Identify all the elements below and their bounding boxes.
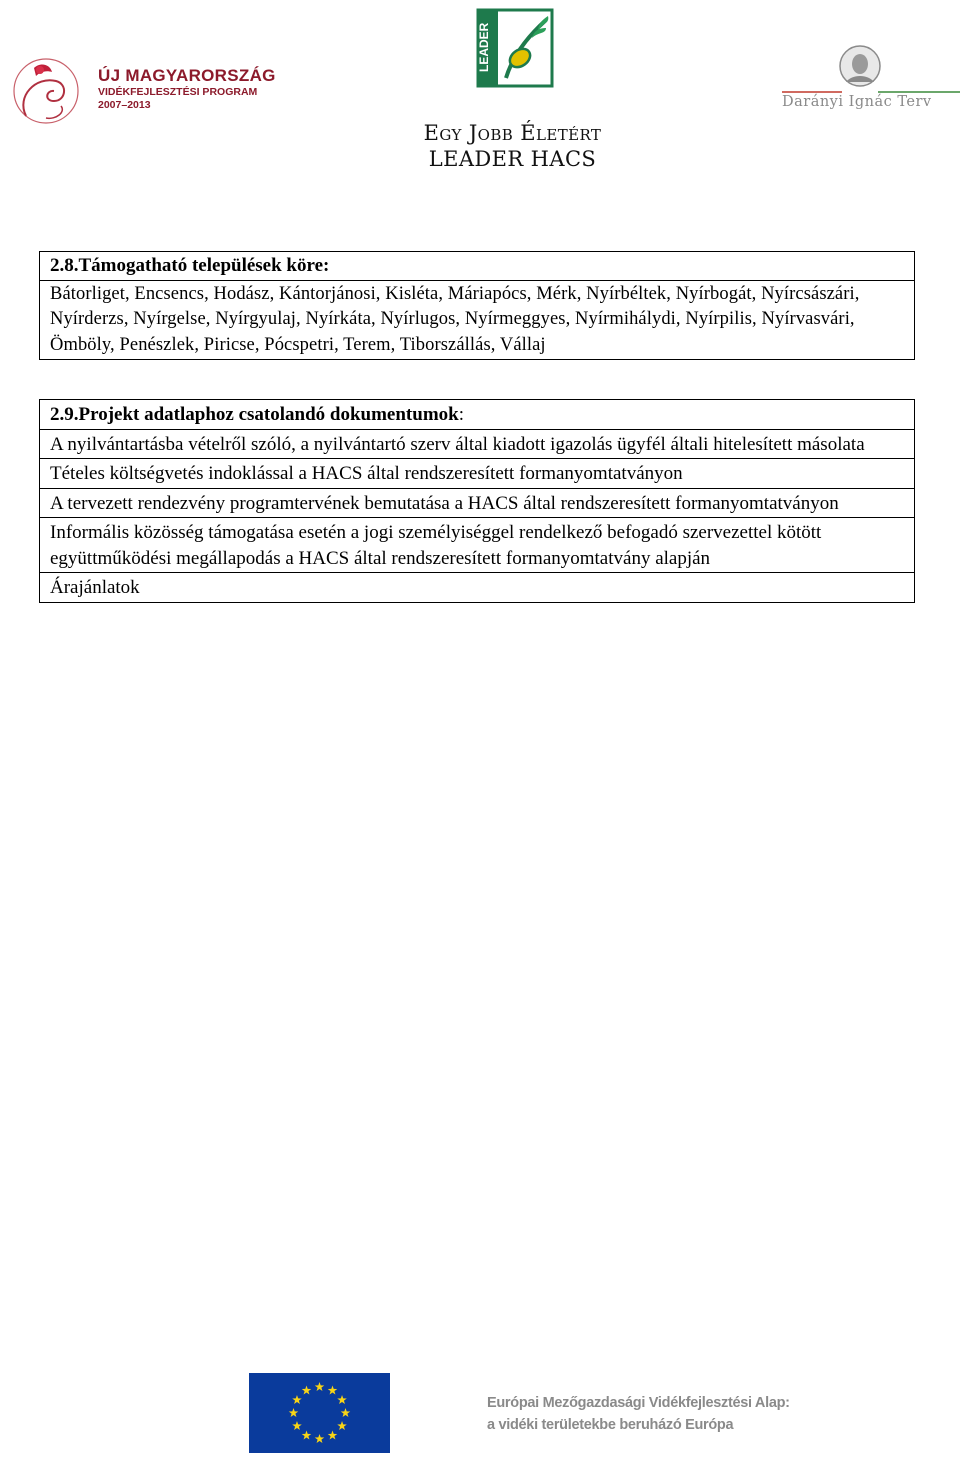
document-row: A nyilvántartásba vételről szóló, a nyilvántartó szerv által kiadott igazolás ügyfél általi hitelesített másolata <box>40 429 914 459</box>
settlements-row <box>40 280 914 360</box>
uj-magyarorszag-logo <box>6 56 276 126</box>
page-title <box>320 120 705 172</box>
document-row: Árajánlatok <box>40 572 914 602</box>
eu-flag-icon <box>249 1373 390 1453</box>
leader-logo <box>476 8 554 88</box>
swirl-emblem-icon <box>6 56 88 126</box>
page-title-line2: LEADER HACS <box>428 147 597 171</box>
logo-years: 2007–2013 <box>98 99 151 111</box>
document-row: Tételes költségvetés indoklással a HACS által rendszeresített formanyomtatványon <box>40 458 914 488</box>
section-2-9-heading: Projekt adatlaphoz csatolandó dokumentumok <box>78 404 459 425</box>
section-2-8-table <box>39 251 915 360</box>
section-2-9-number: 2.9. <box>50 404 79 425</box>
daranyi-ignac-terv-logo <box>782 44 960 116</box>
page-title-line1: Egy Jobb Életért <box>423 121 602 145</box>
portrait-medallion-icon <box>782 44 960 94</box>
logo-subtitle: VIDÉKFEJLESZTÉSI PROGRAM <box>98 86 258 98</box>
document-row: A tervezett rendezvény programtervének bemutatása a HACS által rendszeresített formanyomtatványon <box>40 488 914 518</box>
eafrd-caption-line2: a vidéki területekbe beruházó Európa <box>487 1417 734 1433</box>
section-2-9-table <box>39 399 915 603</box>
settlements-list: Bátorliget, Encsencs, Hodász, Kántorjánosi, Kisléta, Máriapócs, Mérk, Nyírbéltek, Nyírbogát, Nyírcsászári, Nyírderzs, Nyírgelse, Nyírgyulaj, Nyírkáta, Nyírlugos, Nyírmeggyes, Nyírmihálydi, Nyírpilis, Nyírvasvári, Ömböly, Penészlek, Piricse, Pócspetri, Terem, Tiborszállás, Vállaj <box>50 283 860 355</box>
svg-text:LEADER: LEADER <box>477 22 491 72</box>
eafrd-caption <box>487 1392 790 1436</box>
eafrd-caption-line1: Európai Mezőgazdasági Vidékfejlesztési Alap: <box>487 1395 790 1411</box>
daranyi-text: Darányi Ignác Terv <box>782 94 932 110</box>
section-2-8-heading: Támogatható települések köre: <box>78 255 330 276</box>
document-row: Informális közösség támogatása esetén a jogi személyiséggel rendelkező befogadó szervezettel kötött együttműködési megállapodás a HACS által rendszeresített formanyomtatvány alapján <box>40 517 914 572</box>
section-2-9-heading-suffix: : <box>458 404 465 425</box>
section-2-8-number: 2.8. <box>50 255 79 276</box>
logo-title: ÚJ MAGYARORSZÁG <box>98 66 276 85</box>
section-2-8-heading-row <box>40 252 914 280</box>
section-2-9-heading-row <box>40 400 914 429</box>
